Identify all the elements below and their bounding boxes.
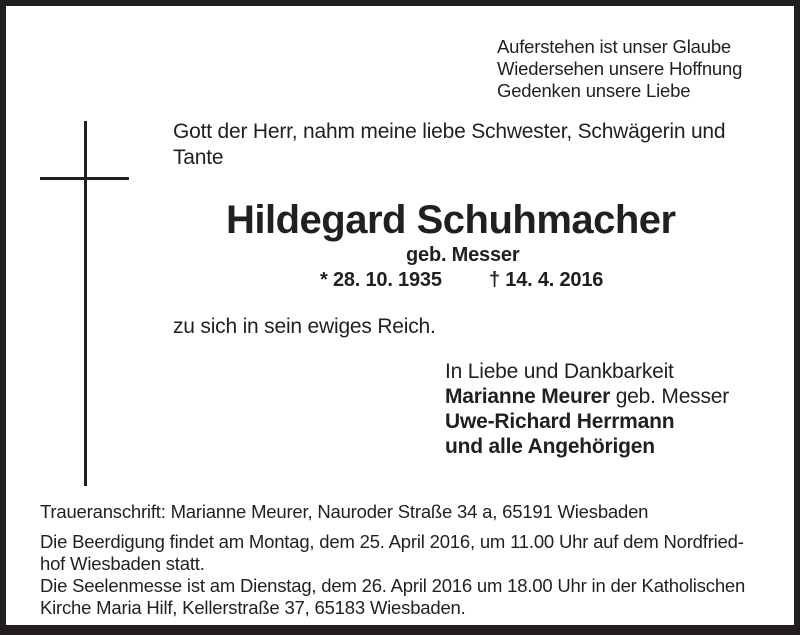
cross-icon-bar (40, 177, 129, 180)
death-date: † 14. 4. 2016 (489, 269, 604, 291)
mourner-line (445, 384, 729, 409)
maiden-name: geb. Messer (406, 244, 520, 266)
mourners-intro: In Liebe und Dankbarkeit (445, 360, 674, 383)
mourner-name: Marianne Meurer (445, 385, 611, 408)
obituary-notice (6, 6, 794, 625)
mourner-line: und alle Angehörigen (445, 435, 655, 458)
closing-line: zu sich in sein ewiges Reich. (173, 315, 436, 338)
deceased-name: Hildegard Schuhmacher (226, 198, 676, 242)
mourner-line: Uwe-Richard Herrmann (445, 410, 675, 433)
details-line: Die Beerdigung findet am Montag, dem 25. April 2016, um 11.00 Uhr auf dem Nordfried- (40, 531, 744, 552)
details-line: Die Seelenmesse ist am Dienstag, dem 26. April 2016 um 18.00 Uhr in der Katholischen (40, 575, 746, 596)
quote-line: Wiedersehen unsere Hoffnung (497, 58, 743, 79)
intro-line: Tante (173, 146, 224, 169)
mourning-address: Traueranschrift: Marianne Meurer, Nauroder Straße 34 a, 65191 Wiesbaden (40, 501, 649, 522)
cross-icon (84, 121, 87, 486)
quote-line: Gedenken unsere Liebe (497, 80, 691, 101)
quote-line: Auferstehen ist unser Glaube (497, 36, 732, 57)
details-line: hof Wiesbaden statt. (40, 553, 205, 574)
intro-line: Gott der Herr, nahm meine liebe Schwester, Schwägerin und (173, 120, 726, 143)
birth-date: * 28. 10. 1935 (320, 269, 442, 291)
details-line: Kirche Maria Hilf, Kellerstraße 37, 65183 Wiesbaden. (40, 597, 466, 618)
mourner-maiden: geb. Messer (610, 385, 730, 408)
